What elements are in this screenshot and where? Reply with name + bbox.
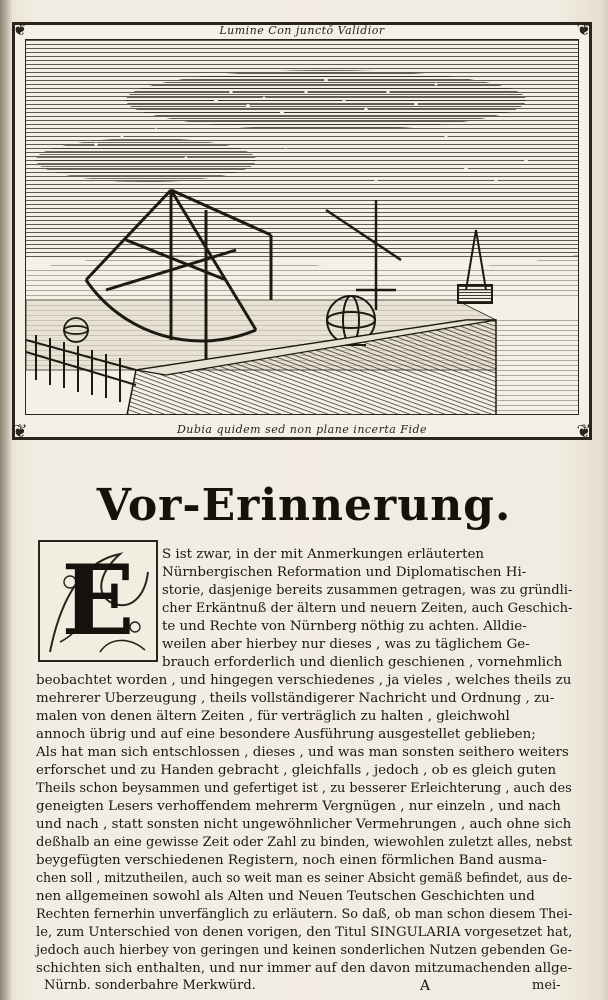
ornament-corner-icon: ❦ bbox=[12, 421, 28, 442]
text-line: Rechten fernerhin unverfänglich zu erläutern. So daß, ob man schon diesem Thei- bbox=[36, 907, 573, 922]
text-line: beygefügten verschiedenen Registern, noch einen förmlichen Band ausma- bbox=[36, 853, 547, 868]
text-line: schichten sich enthalten, und nur immer auf den davon mitzumachenden allge- bbox=[36, 961, 572, 976]
text-line: cher Erkäntnuß der ältern und neuern Zeiten, auch Geschich- bbox=[162, 601, 573, 616]
catchword: mei- bbox=[532, 978, 561, 993]
text-line: jedoch auch hierbey von geringen und keinen sonderlichen Nutzen gebenden Ge- bbox=[36, 943, 572, 958]
text-line: brauch erforderlich und dienlich geschienen , vornehmlich bbox=[162, 655, 563, 670]
horizon-hills bbox=[26, 254, 579, 300]
text-line: annoch übrig und auf eine besondere Ausführung ausgestellet geblieben; bbox=[36, 727, 536, 742]
text-line: mehrerer Uberzeugung , theils vollständigerer Nachricht und Ordnung , zu- bbox=[36, 691, 555, 706]
text-line: Nürnbergischen Reformation und Diplomatischen Hi- bbox=[162, 565, 527, 580]
initial-letter: E bbox=[61, 544, 135, 657]
text-line: geneigten Lesers verhoffendem mehrerm Vergnügen , nur einzeln , und nach bbox=[36, 799, 561, 814]
text-line: deßhalb an eine gewisse Zeit oder Zahl zu binden, wiewohlen zuletzt alles, nebst bbox=[36, 835, 573, 850]
page-title: Vor-Erinnerung. bbox=[96, 480, 512, 531]
text-line: S ist zwar, in der mit Anmerkungen erläuterten bbox=[162, 547, 485, 562]
text-line: te und Rechte von Nürnberg nöthig zu achten. Alldie- bbox=[162, 619, 527, 634]
text-line: storie, dasjenige bereits zusammen getragen, was zu gründli- bbox=[162, 583, 573, 598]
engraving-motto-top: Lumine Con junctō Validior bbox=[219, 24, 385, 37]
observatory-illustration bbox=[26, 40, 579, 415]
text-line: Theils schon beysammen und gefertiget ist , zu besserer Erleichterung , auch des bbox=[36, 781, 572, 796]
decorated-initial bbox=[38, 540, 158, 662]
signature-mark: A bbox=[420, 978, 431, 994]
frontispiece-engraving bbox=[12, 19, 592, 442]
text-line: weilen aber hierbey nur dieses , was zu täglichem Ge- bbox=[162, 637, 530, 652]
text-line: und nach , statt sonsten nicht ungewöhnlicher Vermehrungen , auch ohne sich bbox=[36, 817, 572, 832]
text-line: nen allgemeinen sowohl als Alten und Neuen Teutschen Geschichten und bbox=[36, 889, 535, 904]
ornament-corner-icon: ❦ bbox=[12, 19, 28, 40]
ornament-corner-icon: ❦ bbox=[576, 19, 592, 40]
ornament-corner-icon: ❦ bbox=[576, 421, 592, 442]
running-title: Nürnb. sonderbahre Merkwürd. bbox=[44, 978, 256, 993]
text-line: malen von denen ältern Zeiten , für verträglich zu halten , gleichwohl bbox=[36, 709, 510, 724]
engraving-motto-bottom: Dubia quidem sed non plane incerta Fide bbox=[176, 423, 428, 436]
text-line: erforschet und zu Handen gebracht , gleichfalls , jedoch , ob es gleich guten bbox=[36, 763, 557, 778]
text-line: Als hat man sich entschlossen , dieses , und was man sonsten seithero weiters bbox=[36, 745, 569, 760]
observatory-scene bbox=[25, 39, 579, 415]
text-line: beobachtet worden , und hingegen verschiedenes , ja vieles , welches theils zu bbox=[36, 673, 572, 688]
text-line: chen soll , mitzutheilen, auch so weit man es seiner Absicht gemäß befindet, aus de- bbox=[36, 871, 573, 886]
text-line: le, zum Unterschied von denen vorigen, den Titul SINGULARIA vorgesetzet hat, bbox=[36, 925, 573, 940]
